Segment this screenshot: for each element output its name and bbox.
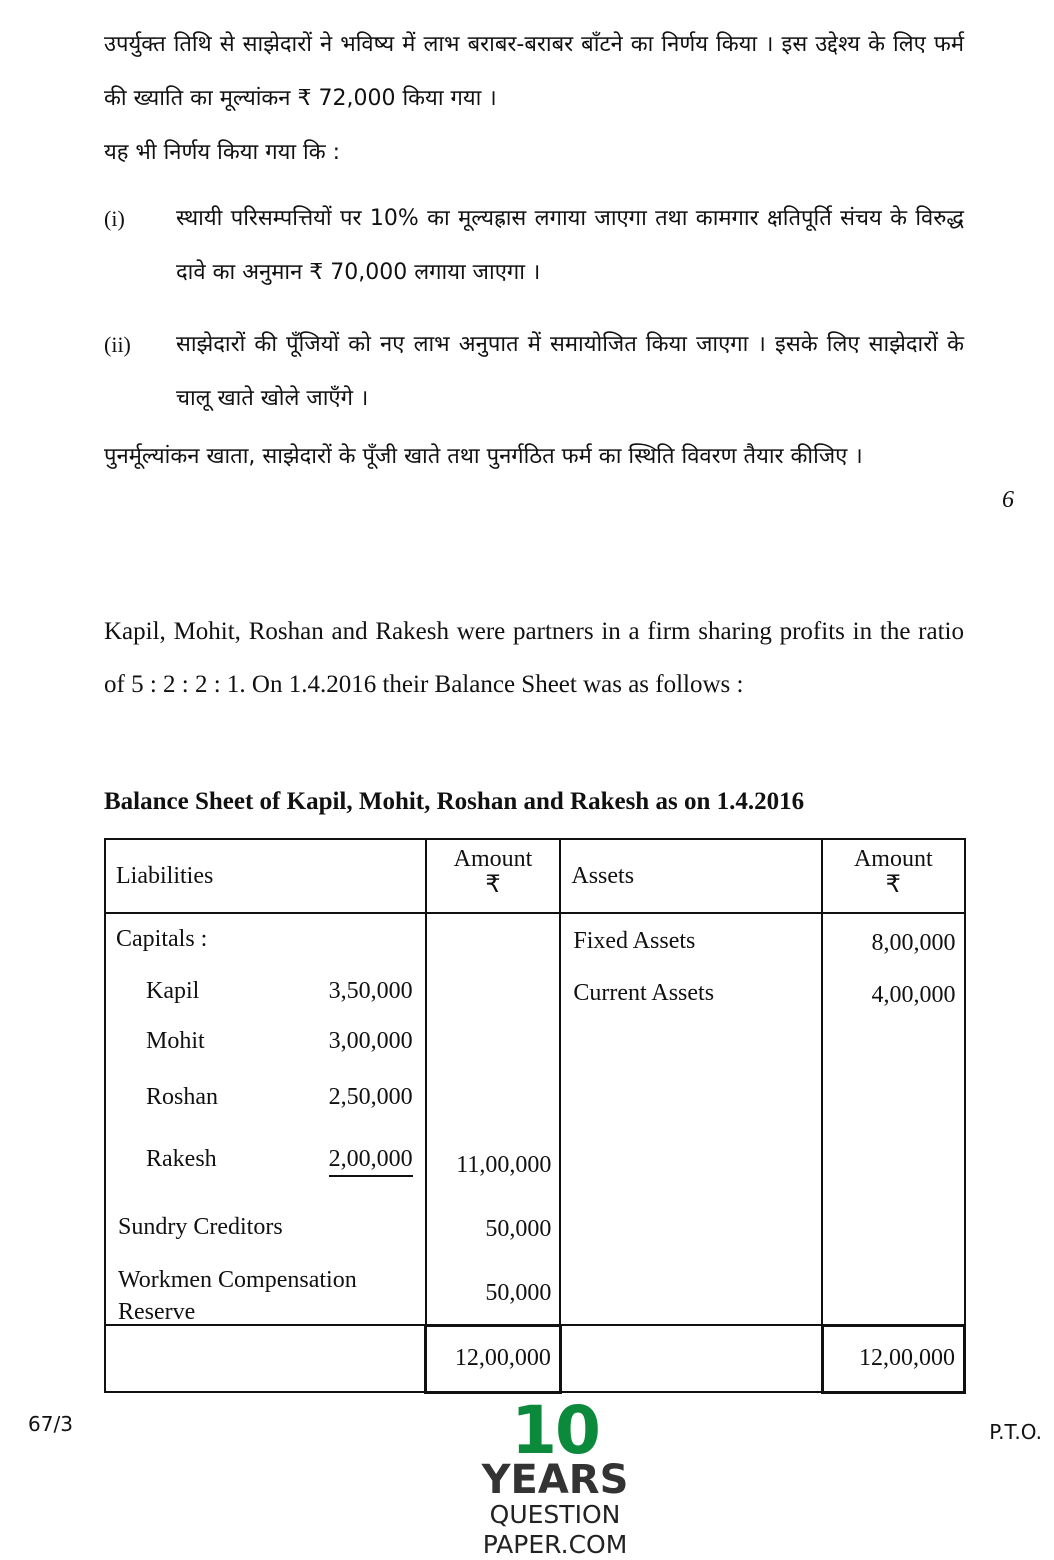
english-intro	[104, 605, 964, 711]
marks-label: 6	[1002, 487, 1014, 513]
item-number: (i)	[104, 206, 125, 231]
pto-label: P.T.O.	[989, 1420, 1042, 1444]
wcr-amount: 50,000	[485, 1280, 552, 1306]
partner-name-kapil: Kapil	[146, 978, 200, 1004]
hindi-intro	[104, 18, 964, 180]
sundry-creditors-amount: 50,000	[485, 1216, 552, 1242]
assets-cell	[560, 913, 822, 1325]
hindi-item-1	[104, 192, 964, 300]
wcr-label-line2: Reserve	[118, 1299, 196, 1325]
total-liabilities: 12,00,000	[426, 1325, 561, 1392]
header-assets: Assets	[560, 839, 822, 913]
assets-amount-cell	[822, 913, 964, 1325]
balance-sheet-title: Balance Sheet of Kapil, Mohit, Roshan and Rakesh as on 1.4.2016	[104, 788, 805, 815]
partner-name-mohit: Mohit	[146, 1028, 205, 1054]
total-empty-right	[560, 1325, 822, 1392]
partner-amount-roshan: 2,50,000	[328, 1084, 413, 1110]
partner-name-roshan: Roshan	[146, 1084, 218, 1110]
wcr-label-line1: Workmen Compensation	[118, 1267, 357, 1293]
liabilities-cell	[105, 913, 426, 1325]
paper-code: 67/3	[28, 1412, 73, 1436]
asset-label-current: Current Assets	[573, 980, 715, 1006]
logo-years: YEARS	[481, 1457, 629, 1503]
asset-label-fixed: Fixed Assets	[573, 928, 696, 954]
hindi-instruction	[104, 430, 964, 484]
table-header-row	[105, 839, 965, 913]
hindi-instruction-text: पुनर्मूल्यांकन खाता, साझेदारों के पूँजी खाते तथा पुनर्गठित फर्म का स्थिति विवरण तैयार कीजिए ।	[104, 444, 863, 469]
total-empty-left	[105, 1325, 426, 1392]
item-text: साझेदारों की पूँजियों को नए लाभ अनुपात में समायोजित किया जाएगा । इसके लिए साझेदारों के चालू खाते खोले जाएँगे ।	[176, 332, 964, 411]
balance-sheet-table	[104, 838, 966, 1394]
logo-site-name: QUESTION PAPER.COM	[482, 1500, 628, 1559]
partner-amount-kapil: 3,50,000	[328, 978, 413, 1004]
sundry-creditors-label: Sundry Creditors	[118, 1214, 283, 1240]
capitals-total: 11,00,000	[456, 1152, 552, 1178]
header-amount-label: Amount	[453, 846, 533, 872]
header-amount-liabilities	[426, 839, 561, 913]
item-text: स्थायी परिसम्पत्तियों पर 10% का मूल्यह्रास लगाया जाएगा तथा कामगार क्षतिपूर्ति संचय के विरुद्ध दावे का अनुमान ₹ 70,000 लगाया जाएगा ।	[176, 206, 964, 285]
total-assets: 12,00,000	[822, 1325, 964, 1392]
wcr-label	[118, 1264, 357, 1328]
site-logo	[420, 1392, 690, 1560]
hindi-intro-para: उपर्युक्त तिथि से साझेदारों ने भविष्य में लाभ बराबर-बराबर बाँटने का निर्णय किया । इस उद्देश्य के लिए फर्म की ख्याति का मूल्यांकन ₹ 72,000 किया गया ।	[104, 32, 964, 111]
table-body-row	[105, 913, 965, 1325]
logo-number: 10	[511, 1392, 599, 1469]
liabilities-amount-cell	[426, 913, 561, 1325]
table-total-row	[105, 1325, 965, 1392]
capitals-label: Capitals :	[116, 926, 208, 952]
header-currency: ₹	[485, 872, 501, 898]
header-amount-assets	[822, 839, 964, 913]
partner-amount-mohit: 3,00,000	[328, 1028, 413, 1054]
partner-name-rakesh: Rakesh	[146, 1146, 217, 1172]
header-liabilities: Liabilities	[105, 839, 426, 913]
english-intro-text: Kapil, Mohit, Roshan and Rakesh were partners in a firm sharing profits in the ratio of 5 : 2 : 2 : 1. On 1.4.2016 their Balance Sheet was as follows :	[104, 618, 964, 698]
item-number: (ii)	[104, 332, 131, 357]
asset-amount-fixed: 8,00,000	[871, 930, 956, 956]
asset-amount-current: 4,00,000	[871, 982, 956, 1008]
header-currency: ₹	[885, 872, 901, 898]
header-amount-label: Amount	[853, 846, 933, 872]
partner-amount-rakesh: 2,00,000	[329, 1146, 413, 1177]
hindi-item-2	[104, 318, 964, 426]
hindi-intro-line: यह भी निर्णय किया गया कि :	[104, 140, 341, 165]
